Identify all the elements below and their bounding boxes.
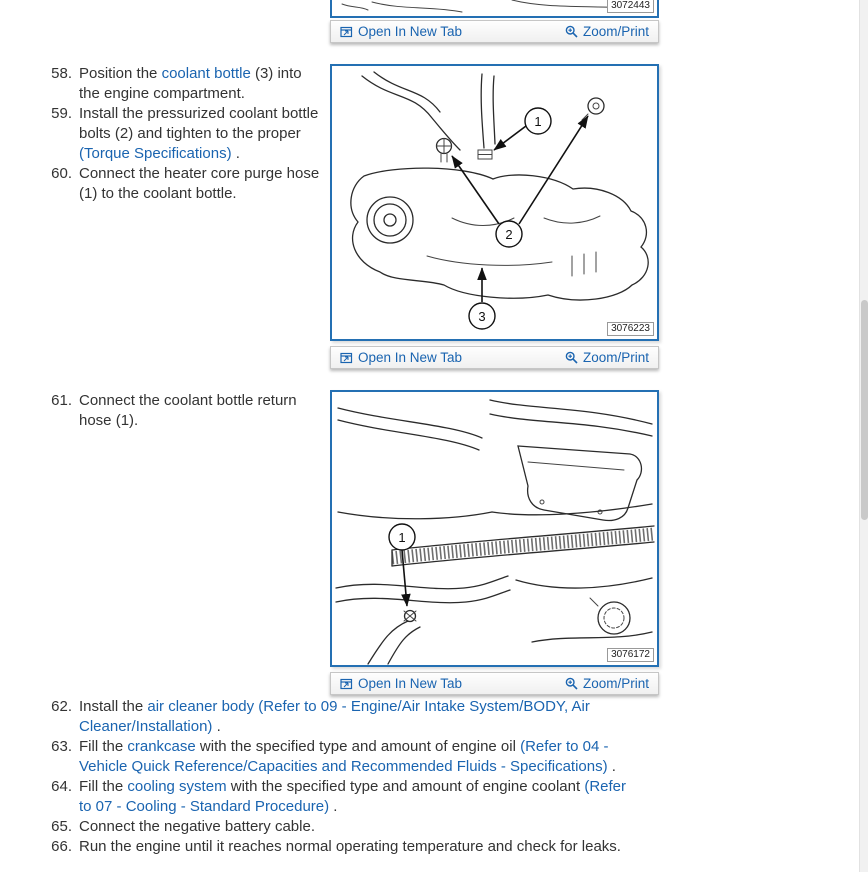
step-text xyxy=(79,164,324,204)
open-in-new-tab-label: Open In New Tab xyxy=(358,676,463,691)
steps-61 xyxy=(48,391,324,431)
cooling-system-link[interactable]: cooling system xyxy=(127,778,227,795)
step-text xyxy=(79,64,324,104)
zoom-print-label: Zoom/Print xyxy=(582,350,649,365)
crankcase-link[interactable]: crankcase xyxy=(127,738,196,755)
zoom-print-label: Zoom/Print xyxy=(582,676,649,691)
step-text-run: (3) into the engine compartment. xyxy=(79,65,302,102)
open-in-new-tab-label: Open In New Tab xyxy=(358,350,463,365)
open-in-new-tab-link[interactable] xyxy=(340,676,462,691)
zoom-print-link[interactable] xyxy=(565,676,649,691)
step-text xyxy=(79,837,640,857)
step-item xyxy=(48,817,640,837)
step-text xyxy=(79,737,640,777)
step-text-run: Position the xyxy=(79,65,162,82)
step-text xyxy=(79,777,640,817)
step-text-run: Connect the negative battery cable. xyxy=(79,818,315,835)
step-text xyxy=(79,817,640,837)
step-text-run: . xyxy=(607,758,616,775)
air-cleaner-body-link[interactable]: air cleaner body xyxy=(147,698,255,715)
figure-number: 3076223 xyxy=(607,322,654,336)
step-item xyxy=(48,837,640,857)
open-in-new-tab-icon[interactable] xyxy=(340,677,353,690)
zoom-print-icon[interactable] xyxy=(565,351,578,364)
refer-07-link[interactable]: (Refer to 07 - Cooling - Standard Procedure) xyxy=(79,778,627,815)
zoom-print-icon[interactable] xyxy=(565,677,578,690)
step-item xyxy=(48,64,324,104)
scrollbar-track[interactable] xyxy=(859,0,868,872)
step-text-run: . xyxy=(231,145,240,162)
step-text-run: Install the pressurized coolant bottle bolts (2) and tighten to the proper xyxy=(79,105,319,142)
open-in-new-tab-icon[interactable] xyxy=(340,351,353,364)
svg-text:2: 2 xyxy=(505,227,513,242)
steps-62-66 xyxy=(48,697,640,857)
step-text-run: Run the engine until it reaches normal operating temperature and check for leaks. xyxy=(79,838,621,855)
step-text-run: with the specified type and amount of engine coolant xyxy=(226,778,585,795)
svg-text:1: 1 xyxy=(534,114,542,129)
step-number: 61. xyxy=(51,392,72,409)
steps-58-60 xyxy=(48,64,324,204)
figure-toolbar xyxy=(330,346,659,369)
callout-3 xyxy=(469,303,495,329)
step-item xyxy=(48,697,640,737)
zoom-print-label: Zoom/Print xyxy=(582,24,649,39)
step-text-run: . xyxy=(329,798,338,815)
step-text-run: with the specified type and amount of engine oil xyxy=(195,738,521,755)
coolant-bottle-figure xyxy=(330,64,659,341)
svg-text:3: 3 xyxy=(478,309,486,324)
step-item xyxy=(48,164,324,204)
step-number: 64. xyxy=(51,778,72,795)
step-item xyxy=(48,737,640,777)
step-number: 58. xyxy=(51,65,72,82)
torque-specifications-link[interactable]: (Torque Specifications) xyxy=(79,145,232,162)
step-item xyxy=(48,104,324,164)
zoom-print-icon[interactable] xyxy=(565,25,578,38)
callout-1 xyxy=(525,108,551,134)
step-text-run: Connect the coolant bottle return hose (1). xyxy=(79,392,297,429)
figure-number: 3076172 xyxy=(607,648,654,662)
refer-09-link[interactable]: (Refer to 09 - Engine/Air Intake System/BODY, Air Cleaner/Installation) xyxy=(79,698,590,735)
open-in-new-tab-link[interactable] xyxy=(340,24,462,39)
step-text xyxy=(79,104,324,164)
figure-partial xyxy=(330,0,659,18)
step-number: 63. xyxy=(51,738,72,755)
step-item xyxy=(48,391,324,431)
return-hose-figure xyxy=(330,390,659,667)
figure-toolbar xyxy=(330,672,659,695)
refer-04-link[interactable]: (Refer to 04 - Vehicle Quick Reference/Capacities and Recommended Fluids - Specifications) xyxy=(79,738,609,775)
zoom-print-link[interactable] xyxy=(565,350,649,365)
figure-number: 3072443 xyxy=(607,0,654,13)
coolant-bottle-link[interactable]: coolant bottle xyxy=(161,65,251,82)
step-text xyxy=(79,391,324,431)
step-number: 62. xyxy=(51,698,72,715)
step-text-run: Connect the heater core purge hose (1) to the coolant bottle. xyxy=(79,165,320,202)
scrollbar-thumb[interactable] xyxy=(861,300,868,520)
callout-1 xyxy=(389,524,415,550)
step-text xyxy=(79,697,640,737)
open-in-new-tab-icon[interactable] xyxy=(340,25,353,38)
callout-2 xyxy=(496,221,522,247)
svg-text:1: 1 xyxy=(398,530,406,545)
step-number: 59. xyxy=(51,105,72,122)
step-text-run: Fill the xyxy=(79,778,128,795)
figure-toolbar xyxy=(330,20,659,43)
zoom-print-link[interactable] xyxy=(565,24,649,39)
step-number: 60. xyxy=(51,165,72,182)
step-text-run: Install the xyxy=(79,698,148,715)
open-in-new-tab-label: Open In New Tab xyxy=(358,24,463,39)
step-item xyxy=(48,777,640,817)
step-number: 66. xyxy=(51,838,72,855)
step-number: 65. xyxy=(51,818,72,835)
step-text-run: Fill the xyxy=(79,738,128,755)
coolant-bottle-diagram xyxy=(332,66,657,339)
open-in-new-tab-link[interactable] xyxy=(340,350,462,365)
step-text-run: . xyxy=(212,718,221,735)
engine-hose-diagram xyxy=(332,392,657,665)
